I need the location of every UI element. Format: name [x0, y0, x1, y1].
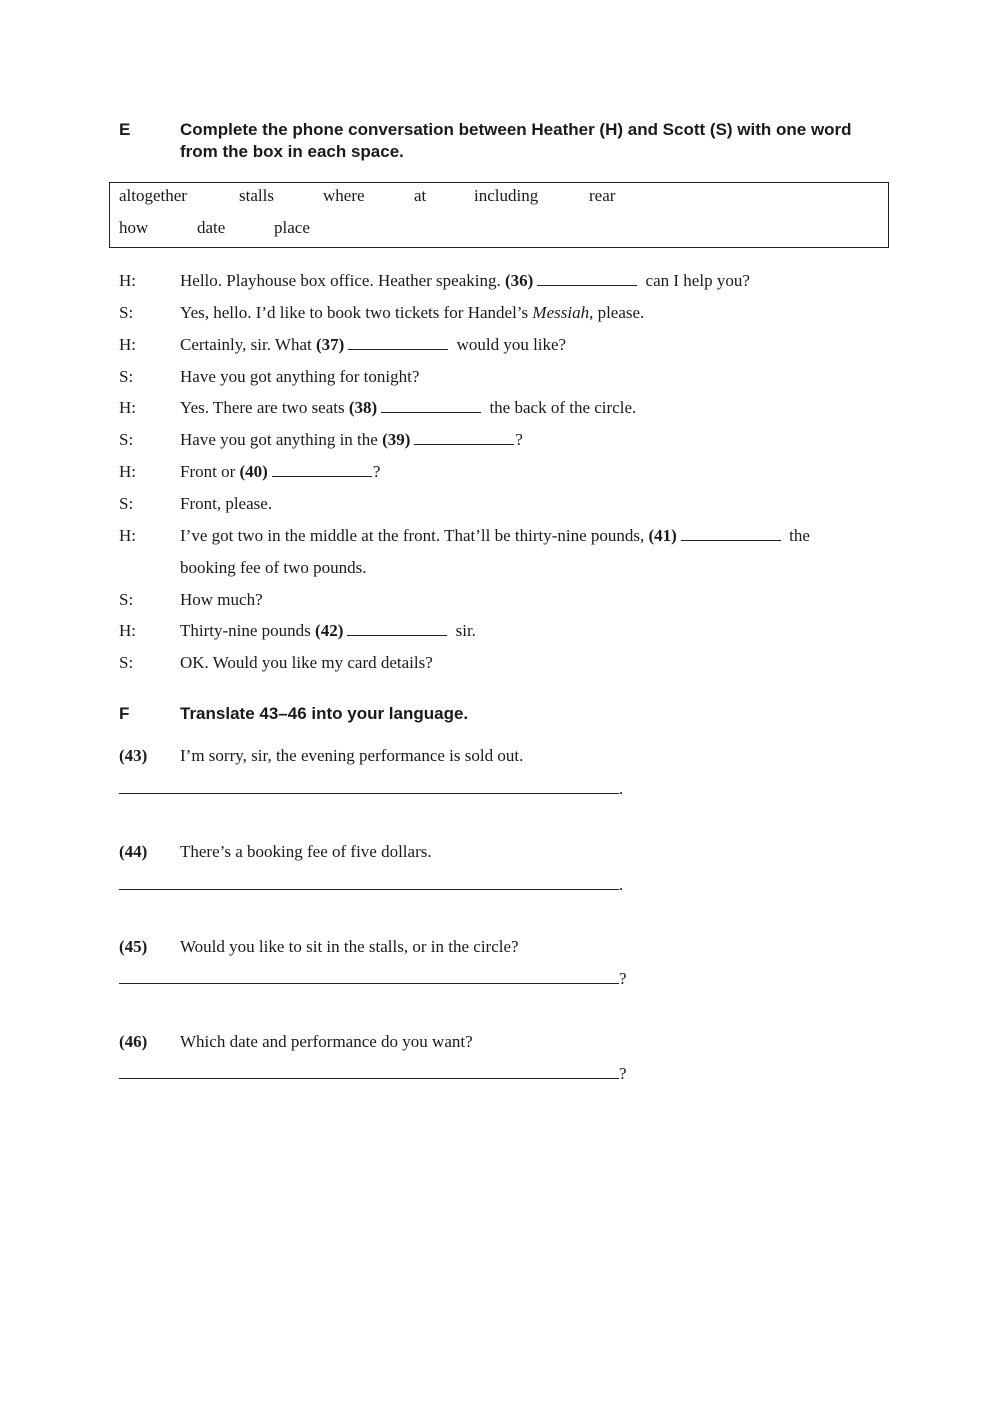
line-text: I’ve got two in the middle at the front. That’ll be thirty-nine pounds,	[180, 526, 649, 545]
line-text: Have you got anything for tonight?	[180, 367, 420, 386]
line-text: Yes. There are two seats	[180, 398, 349, 417]
word-box	[109, 182, 889, 248]
word-option: place	[274, 218, 310, 237]
speaker: H:	[119, 621, 136, 640]
word-option: rear	[589, 186, 616, 205]
gap-number: (37)	[315, 335, 345, 354]
end-punctuation: ?	[619, 1064, 627, 1083]
speaker: H:	[119, 462, 136, 481]
line-text: OK. Would you like my card details?	[180, 653, 433, 672]
section-instruction: Complete the phone conversation between Heather (H) and Scott (S) with one word from the box in each space.	[180, 120, 852, 161]
speaker: H:	[119, 526, 136, 545]
line-text: Have you got anything in the	[180, 430, 383, 449]
gap-number: (40)	[239, 462, 268, 481]
line-text: can I help you?	[641, 271, 750, 290]
line-text: ?	[515, 430, 523, 449]
answer-blank[interactable]	[347, 621, 447, 636]
end-punctuation: ?	[619, 969, 627, 988]
answer-blank[interactable]	[348, 335, 448, 350]
item-number: (43)	[119, 746, 148, 765]
line-text: Thirty-nine pounds	[180, 621, 316, 640]
answer-rule[interactable]	[119, 875, 619, 890]
item-number: (44)	[119, 842, 148, 861]
line-text: Hello. Playhouse box office. Heather speaking.	[180, 271, 505, 290]
answer-blank[interactable]	[272, 462, 372, 477]
speaker: H:	[119, 271, 136, 290]
gap-number: (41)	[648, 526, 677, 545]
word-option: how	[119, 218, 149, 237]
source-sentence: I’m sorry, sir, the evening performance is sold out.	[180, 746, 524, 765]
source-sentence: Which date and performance do you want?	[180, 1032, 473, 1051]
answer-blank[interactable]	[414, 430, 514, 445]
line-text: Front, please.	[180, 494, 273, 513]
end-punctuation: .	[619, 779, 624, 798]
item-number: (45)	[119, 937, 148, 956]
line-text: sir.	[451, 621, 476, 640]
answer-line[interactable]	[119, 874, 623, 896]
answer-blank[interactable]	[537, 271, 637, 286]
gap-number: (39)	[382, 430, 411, 449]
line-text: ?	[372, 462, 381, 481]
answer-line[interactable]	[119, 968, 627, 990]
answer-rule[interactable]	[119, 779, 619, 794]
gap-number: (36)	[504, 271, 534, 290]
speaker: S:	[119, 303, 134, 322]
word-option: altogether	[119, 186, 187, 205]
line-text: How much?	[180, 590, 263, 609]
line-text: would you like?	[452, 335, 567, 354]
answer-rule[interactable]	[119, 1064, 619, 1079]
gap-number: (42)	[315, 621, 344, 640]
speaker: S:	[119, 653, 134, 672]
word-option: including	[474, 186, 539, 205]
line-text: booking fee of two pounds.	[180, 558, 367, 577]
answer-line[interactable]	[119, 778, 623, 800]
answer-line[interactable]	[119, 1063, 627, 1085]
answer-blank[interactable]	[381, 398, 481, 413]
end-punctuation: .	[619, 875, 624, 894]
answer-rule[interactable]	[119, 969, 619, 984]
gap-number: (38)	[348, 398, 378, 417]
line-text: Certainly, sir. What	[180, 335, 316, 354]
source-sentence: Would you like to sit in the stalls, or in the circle?	[180, 937, 519, 956]
speaker: S:	[119, 494, 134, 513]
speaker: H:	[119, 335, 136, 354]
line-text: the back of the circle.	[485, 398, 637, 417]
word-option: stalls	[239, 186, 274, 205]
speaker: S:	[119, 590, 134, 609]
word-option: date	[197, 218, 226, 237]
line-text: Yes, hello. I’d like to book two tickets for Handel’s	[180, 303, 533, 322]
line-text: Front or	[180, 462, 240, 481]
source-sentence: There’s a booking fee of five dollars.	[180, 842, 432, 861]
item-number: (46)	[119, 1032, 148, 1051]
section-letter: E	[119, 120, 131, 139]
line-text: , please.	[589, 303, 645, 322]
section-instruction: Translate 43–46 into your language.	[180, 704, 469, 723]
word-option: at	[414, 186, 427, 205]
speaker: S:	[119, 430, 134, 449]
answer-blank[interactable]	[681, 526, 781, 541]
section-letter: F	[119, 704, 130, 723]
speaker: H:	[119, 398, 136, 417]
word-option: where	[323, 186, 365, 205]
line-text: the	[784, 526, 810, 545]
title-italic: Messiah	[532, 303, 590, 322]
speaker: S:	[119, 367, 134, 386]
